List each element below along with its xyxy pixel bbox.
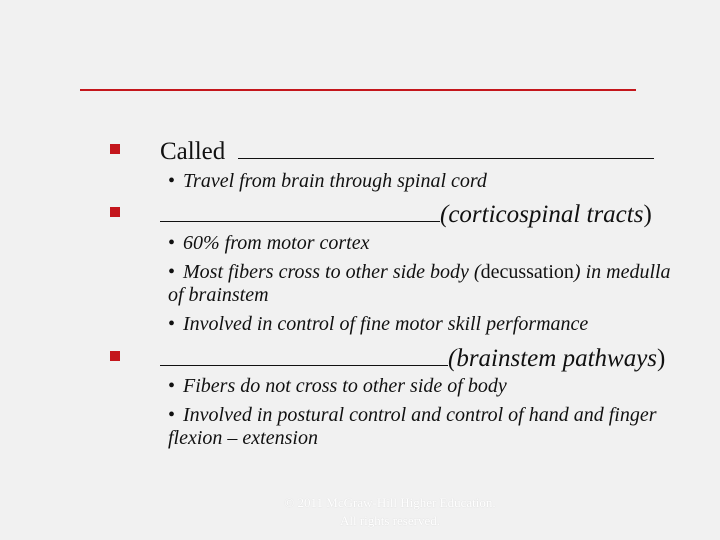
bullet-square-icon — [110, 207, 120, 217]
bullet-square-icon — [110, 351, 120, 361]
fill-in-blank — [160, 199, 440, 222]
sub-bullet-text: Most fibers cross to other side body ( — [183, 261, 481, 283]
fill-in-blank — [238, 136, 654, 159]
sub-bullet-text: Travel from brain through spinal cord — [183, 170, 487, 192]
bullet-called — [160, 136, 654, 166]
fill-in-blank — [160, 343, 448, 366]
footer-line: All rights reserved. — [339, 513, 440, 528]
bullet-corticospinal — [160, 199, 652, 229]
close-paren: ) — [657, 345, 666, 372]
copyright-footer — [240, 494, 540, 530]
bullet-brainstem — [160, 343, 665, 373]
bullet-text: (corticospinal tracts — [440, 201, 644, 228]
sub-bullet-text: Involved in postural control and control of hand and finger flexion – extension — [168, 404, 657, 449]
sub-bullet: • Most fibers cross to other side body (decussation) in medulla of brainstem — [168, 261, 671, 306]
footer-line: © 2011 McGraw-Hill Higher Education. — [284, 495, 496, 510]
sub-bullet-text: ) in medulla of brainstem — [168, 261, 671, 306]
close-paren: ) — [643, 201, 652, 228]
bullet-text: (brainstem pathways — [448, 345, 658, 372]
sub-bullet: • Involved in postural control and control of hand and finger flexion – extension — [168, 404, 657, 449]
bullet-text: Called — [160, 138, 226, 165]
sub-bullet-text: decussation — [480, 261, 574, 283]
sub-bullet: • Fibers do not cross to other side of body — [168, 375, 507, 397]
bullet-square-icon — [110, 144, 120, 154]
title-rule — [80, 89, 636, 91]
sub-bullet-text: Involved in control of fine motor skill performance — [183, 313, 589, 335]
sub-bullet-text: 60% from motor cortex — [183, 232, 370, 254]
sub-bullet: • Travel from brain through spinal cord — [168, 170, 487, 192]
sub-bullet: • Involved in control of fine motor skill performance — [168, 313, 589, 335]
sub-bullet-text: Fibers do not cross to other side of body — [183, 375, 507, 397]
sub-bullet: • 60% from motor cortex — [168, 232, 370, 254]
